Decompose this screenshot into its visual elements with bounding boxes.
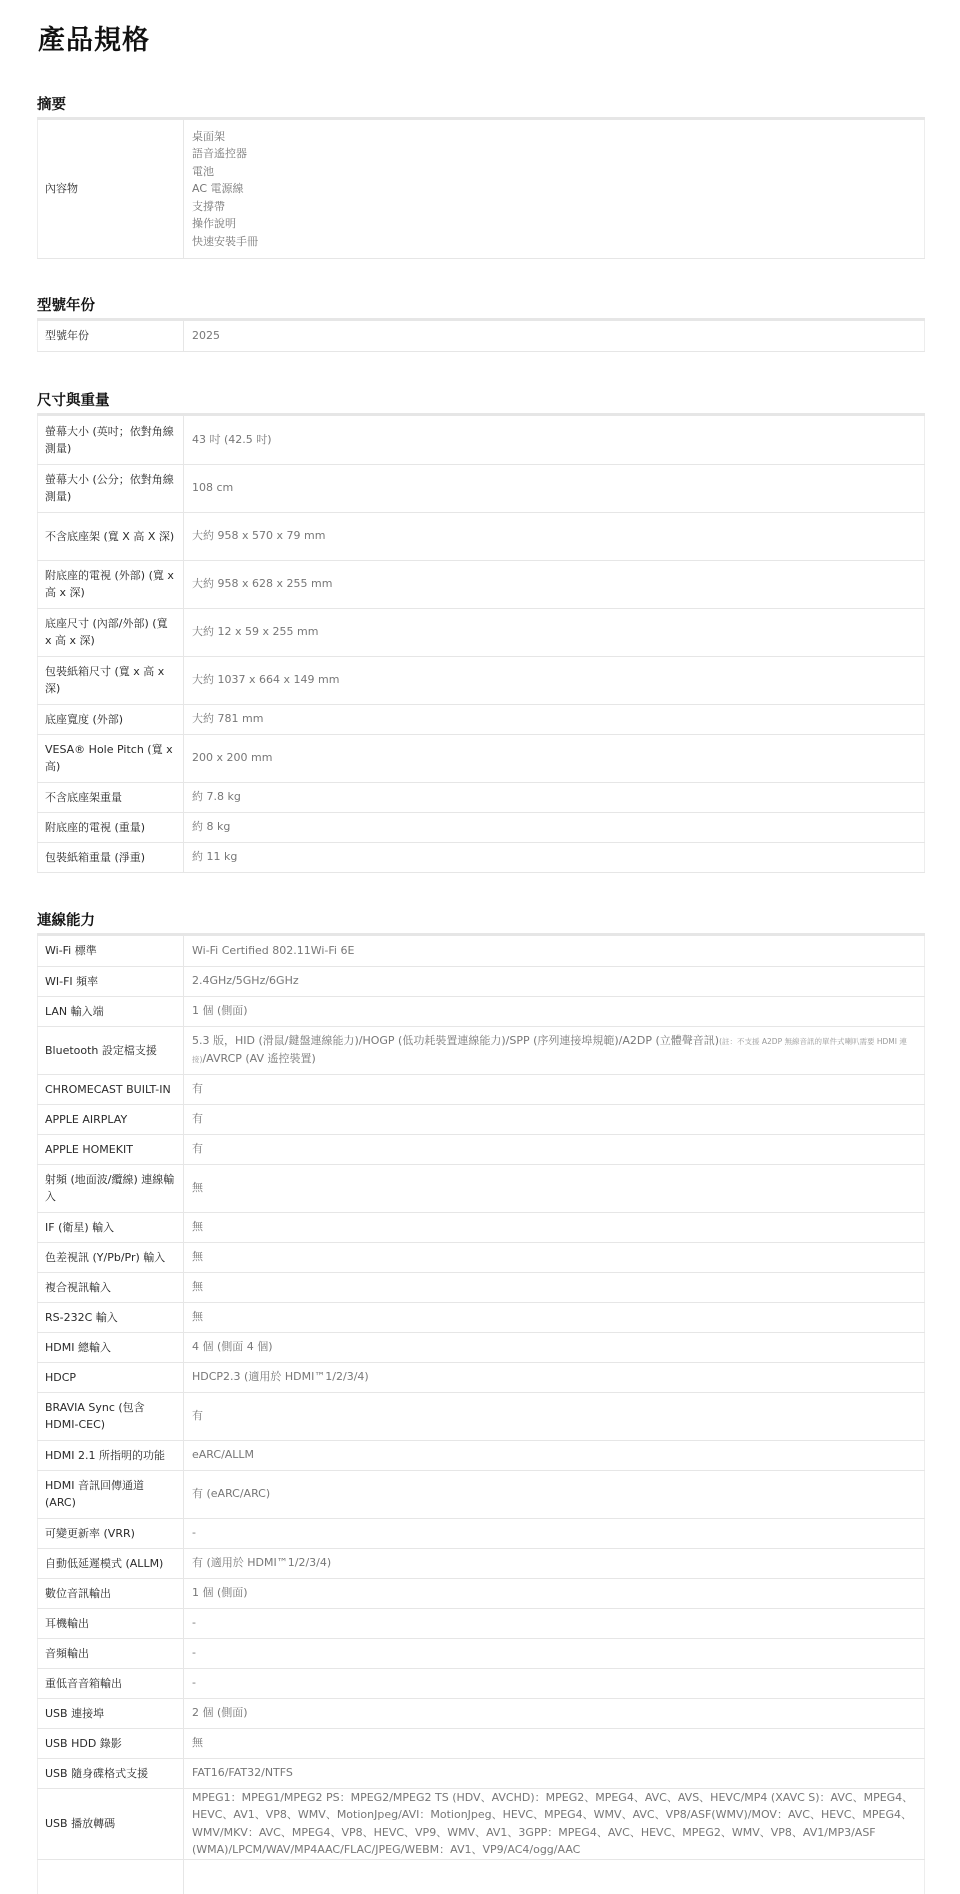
spec-key: 自動低延遲模式 (ALLM) xyxy=(38,1548,184,1578)
spec-value: 大約 1037 x 664 x 149 mm xyxy=(184,656,925,704)
table-row xyxy=(38,1518,925,1548)
table-row xyxy=(38,1134,925,1164)
spec-value: 無 xyxy=(184,1728,925,1758)
spec-key: 複合視訊輸入 xyxy=(38,1272,184,1302)
spec-key: Bluetooth 設定檔支援 xyxy=(38,1026,184,1074)
spec-key: USB 播放轉碼 xyxy=(38,1788,184,1859)
table-row xyxy=(38,1440,925,1470)
spec-value: 2.4GHz/5GHz/6GHz xyxy=(184,966,925,996)
list-item: 桌面架 xyxy=(192,129,225,143)
spec-key: IF (衛星) 輸入 xyxy=(38,1212,184,1242)
spec-key: 螢幕大小 (公分；依對角線測量) xyxy=(38,464,184,512)
section-model-year xyxy=(37,295,925,352)
spec-value-text: 5.3 版，HID (滑鼠/鍵盤連線能力)/HOGP (低功耗裝置連線能力)/SPP (序列連接埠規範)/A2DP (立體聲音訊) xyxy=(192,1033,720,1047)
table-row xyxy=(38,1026,925,1074)
spec-table xyxy=(37,416,925,873)
table-row xyxy=(38,1470,925,1518)
spec-key: HDMI 音訊回傳通道 (ARC) xyxy=(38,1470,184,1518)
spec-value: 約 11 kg xyxy=(184,842,925,872)
table-row xyxy=(38,1074,925,1104)
list-item: AC 電源線 xyxy=(192,182,244,195)
spec-key: 不含底座架重量 xyxy=(38,782,184,812)
table-row xyxy=(38,464,925,512)
spec-value: 108 cm xyxy=(184,464,925,512)
section-title: 型號年份 xyxy=(37,295,925,321)
table-row xyxy=(38,812,925,842)
spec-key: 附底座的電視 (外部) (寬 x 高 x 深) xyxy=(38,560,184,608)
spec-key: 包裝紙箱重量 (淨重) xyxy=(38,842,184,872)
table-row xyxy=(38,936,925,966)
table-row xyxy=(38,608,925,656)
spec-key: Wi-Fi 標準 xyxy=(38,936,184,966)
spec-value-text: /AVRCP (AV 遙控裝置) xyxy=(202,1052,316,1065)
table-row xyxy=(38,1332,925,1362)
table-row xyxy=(38,704,925,734)
spec-key: 數位音訊輸出 xyxy=(38,1578,184,1608)
spec-key: 重低音音箱輸出 xyxy=(38,1668,184,1698)
spec-value: eARC/ALLM xyxy=(184,1440,925,1470)
spec-table xyxy=(37,120,925,259)
spec-key: BRAVIA Sync (包含 HDMI-CEC) xyxy=(38,1392,184,1440)
table-row xyxy=(38,734,925,782)
spec-value: 無 xyxy=(184,1164,925,1212)
spec-key: 底座寬度 (外部) xyxy=(38,704,184,734)
spec-key: 包裝紙箱尺寸 (寬 x 高 x 深) xyxy=(38,656,184,704)
spec-key: USB 隨身碟格式支援 xyxy=(38,1758,184,1788)
spec-value: 1 個 (側面) xyxy=(184,996,925,1026)
spec-key: 射頻 (地面波/纜線) 連線輸入 xyxy=(38,1164,184,1212)
list-item: 支撐帶 xyxy=(192,199,225,213)
table-row xyxy=(38,120,925,258)
list-item: 語音遙控器 xyxy=(192,147,247,160)
list-item: 電池 xyxy=(192,164,214,178)
table-row xyxy=(38,416,925,464)
spec-value: - xyxy=(184,1608,925,1638)
spec-key: USB 連接埠 xyxy=(38,1698,184,1728)
spec-value: 1 個 (側面) xyxy=(184,1578,925,1608)
spec-key: 色差視訊 (Y/Pb/Pr) 輸入 xyxy=(38,1242,184,1272)
spec-key xyxy=(38,1859,184,1894)
spec-key: LAN 輸入端 xyxy=(38,996,184,1026)
table-row xyxy=(38,1668,925,1698)
spec-key: HDCP xyxy=(38,1362,184,1392)
spec-value: 大約 781 mm xyxy=(184,704,925,734)
spec-value: 無 xyxy=(184,1302,925,1332)
spec-value: 無 xyxy=(184,1212,925,1242)
spec-value: 43 吋 (42.5 吋) xyxy=(184,416,925,464)
table-row xyxy=(38,782,925,812)
table-row xyxy=(38,1104,925,1134)
spec-value: 無 xyxy=(184,1242,925,1272)
spec-value: 4 個 (側面 4 個) xyxy=(184,1332,925,1362)
spec-key: RS-232C 輸入 xyxy=(38,1302,184,1332)
spec-value: 有 (適用於 HDMI™1/2/3/4) xyxy=(184,1548,925,1578)
spec-value xyxy=(184,120,925,258)
spec-value xyxy=(184,1859,925,1894)
spec-value: 有 xyxy=(184,1392,925,1440)
table-row xyxy=(38,1578,925,1608)
spec-table xyxy=(37,321,925,352)
spec-key: HDMI 總輸入 xyxy=(38,1332,184,1362)
spec-key: 底座尺寸 (內部/外部) (寬 x 高 x 深) xyxy=(38,608,184,656)
spec-value: Wi-Fi Certified 802.11Wi-Fi 6E xyxy=(184,936,925,966)
section-connectivity xyxy=(37,910,925,1894)
spec-key: WI-FI 頻率 xyxy=(38,966,184,996)
table-row xyxy=(38,1638,925,1668)
page-title: 產品規格 xyxy=(38,25,150,56)
spec-key: CHROMECAST BUILT-IN xyxy=(38,1074,184,1104)
footnote: (註：不支援 A2DP 無線音訊的單件式喇叭需要 HDMI 連接) xyxy=(192,1036,907,1064)
section-summary xyxy=(37,94,925,259)
table-row xyxy=(38,1788,925,1859)
section-title: 摘要 xyxy=(37,94,925,120)
spec-value: MPEG1：MPEG1/MPEG2 PS：MPEG2/MPEG2 TS (HDV、AVCHD)：MPEG2、MPEG4、AVC、AVS、HEVC/MP4 (XAVC S)：AVC、MPEG4、HEVC、AV1、VP8、WMV、MotionJpeg/AVI：MotionJpeg、HEVC、MPEG4、WMV、AVC、VP8/ASF(WMV)/MOV：AVC、HEVC、MPEG4、WMV/MKV：AVC、MPEG4、VP8、HEVC、VP9、WMV、AV1、3GPP：MPEG4、AVC、HEVC、MPEG2、WMV、VP8、AV1/MP3/ASF (WMA)/LPCM/WAV/MP4AAC/FLAC/JPEG/WEBM：AV1、VP9/AC4/ogg/AAC xyxy=(184,1788,925,1859)
spec-value: 大約 12 x 59 x 255 mm xyxy=(184,608,925,656)
spec-value: 2 個 (側面) xyxy=(184,1698,925,1728)
spec-key: USB HDD 錄影 xyxy=(38,1728,184,1758)
table-row xyxy=(38,1548,925,1578)
spec-value: - xyxy=(184,1638,925,1668)
table-row xyxy=(38,321,925,351)
spec-value: FAT16/FAT32/NTFS xyxy=(184,1758,925,1788)
table-row xyxy=(38,1302,925,1332)
table-row xyxy=(38,1212,925,1242)
section-title: 尺寸與重量 xyxy=(37,390,925,416)
list-item: 操作說明 xyxy=(192,217,236,230)
spec-key: 內容物 xyxy=(38,120,184,258)
table-row xyxy=(38,1242,925,1272)
spec-value: 大約 958 x 628 x 255 mm xyxy=(184,560,925,608)
spec-key: VESA® Hole Pitch (寬 x 高) xyxy=(38,734,184,782)
section-dimensions-weight xyxy=(37,390,925,873)
spec-value: - xyxy=(184,1518,925,1548)
spec-key: 可變更新率 (VRR) xyxy=(38,1518,184,1548)
table-row xyxy=(38,1859,925,1894)
spec-key: 螢幕大小 (英吋；依對角線測量) xyxy=(38,416,184,464)
table-row xyxy=(38,966,925,996)
spec-value xyxy=(184,1026,925,1074)
spec-value: HDCP2.3 (適用於 HDMI™1/2/3/4) xyxy=(184,1362,925,1392)
table-row xyxy=(38,996,925,1026)
table-row xyxy=(38,1164,925,1212)
spec-value: 大約 958 x 570 x 79 mm xyxy=(184,512,925,560)
table-row xyxy=(38,656,925,704)
section-title: 連線能力 xyxy=(37,910,925,936)
spec-table xyxy=(37,936,925,1894)
table-row xyxy=(38,1392,925,1440)
spec-key: 音頻輸出 xyxy=(38,1638,184,1668)
spec-value: 有 xyxy=(184,1074,925,1104)
table-row xyxy=(38,842,925,872)
spec-value: 200 x 200 mm xyxy=(184,734,925,782)
spec-value: 約 8 kg xyxy=(184,812,925,842)
table-row xyxy=(38,1608,925,1638)
list-item: 快速安裝手冊 xyxy=(192,234,258,248)
table-row xyxy=(38,560,925,608)
spec-key: 附底座的電視 (重量) xyxy=(38,812,184,842)
spec-key: 耳機輸出 xyxy=(38,1608,184,1638)
table-row xyxy=(38,1728,925,1758)
spec-key: APPLE HOMEKIT xyxy=(38,1134,184,1164)
spec-key: HDMI 2.1 所指明的功能 xyxy=(38,1440,184,1470)
table-row xyxy=(38,1362,925,1392)
table-row xyxy=(38,1758,925,1788)
table-row xyxy=(38,1698,925,1728)
spec-value: 有 xyxy=(184,1104,925,1134)
spec-key: 型號年份 xyxy=(38,321,184,351)
spec-value: 2025 xyxy=(184,321,925,351)
spec-key: 不含底座架 (寬 X 高 X 深) xyxy=(38,512,184,560)
spec-value: 有 xyxy=(184,1134,925,1164)
spec-value: 無 xyxy=(184,1272,925,1302)
table-row xyxy=(38,1272,925,1302)
spec-value: 有 (eARC/ARC) xyxy=(184,1470,925,1518)
spec-value: - xyxy=(184,1668,925,1698)
spec-value: 約 7.8 kg xyxy=(184,782,925,812)
table-row xyxy=(38,512,925,560)
spec-key: APPLE AIRPLAY xyxy=(38,1104,184,1134)
